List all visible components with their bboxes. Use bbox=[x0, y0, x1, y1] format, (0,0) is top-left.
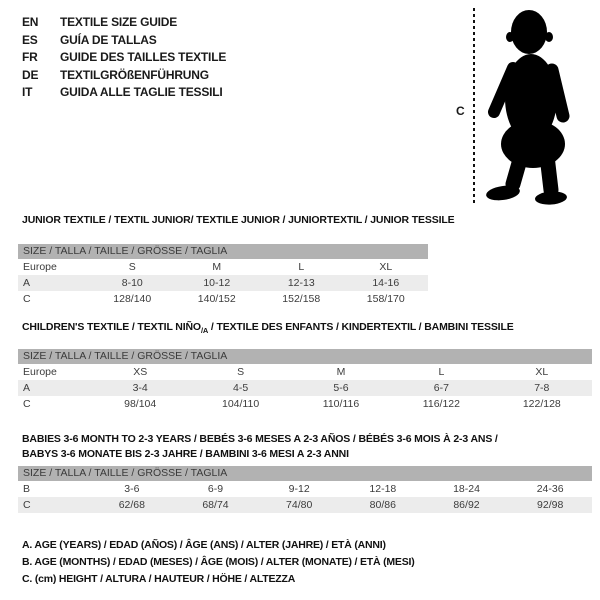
height-measure-dashed-line bbox=[473, 8, 475, 206]
table-title-line: JUNIOR TEXTILE / TEXTIL JUNIOR/ TEXTILE JUNIOR / JUNIORTEXTIL / JUNIOR TESSILE bbox=[22, 214, 455, 226]
toddler-silhouette bbox=[481, 6, 599, 206]
size-cell: 14-16 bbox=[372, 277, 400, 289]
size-cell: 116/122 bbox=[422, 398, 460, 411]
size-table-childrens-textile bbox=[18, 320, 592, 412]
size-cell: 6-7 bbox=[433, 382, 449, 395]
size-cell: XL bbox=[379, 261, 393, 273]
size-cell: S bbox=[237, 366, 245, 379]
size-cell: XS bbox=[133, 366, 148, 379]
size-cell: 92/98 bbox=[537, 499, 564, 512]
lang-row-en bbox=[22, 14, 226, 32]
lang-label: TEXTILE SIZE GUIDE bbox=[60, 15, 178, 29]
size-cell: M bbox=[336, 366, 346, 379]
size-cell: 128/140 bbox=[113, 293, 152, 305]
note-age-months: B. AGE (MONTHS) / EDAD (MESES) / ÂGE (MOIS) / ALTER (MONATE) / ETÀ (MESI) bbox=[22, 555, 415, 568]
table-row bbox=[18, 364, 592, 380]
table-row bbox=[18, 380, 592, 396]
size-cell: L bbox=[298, 261, 305, 273]
table-title-line: BABIES 3-6 MONTH TO 2-3 YEARS / BEBÉS 3-6 MESES A 2-3 AÑOS / BÉBÉS 3-6 MOIS À 2-3 ANS / bbox=[22, 433, 498, 446]
table-row bbox=[18, 497, 592, 513]
lang-row-de bbox=[22, 67, 226, 85]
note-height-cm: C. (cm) HEIGHT / ALTURA / HAUTEUR / HÖHE / ALTEZZA bbox=[22, 572, 296, 585]
size-cell: 10-12 bbox=[203, 277, 231, 289]
table-row bbox=[18, 259, 428, 275]
size-cell: 12-13 bbox=[287, 277, 315, 289]
size-cell: 86/92 bbox=[453, 499, 480, 512]
size-cell: 62/68 bbox=[118, 499, 145, 512]
table-title-line: BABYS 3-6 MONATE BIS 2-3 JAHRE / BAMBINI 3-6 MESI A 2-3 ANNI bbox=[22, 448, 349, 461]
size-cell: 98/104 bbox=[124, 398, 157, 411]
size-cell: 68/74 bbox=[202, 499, 229, 512]
size-cell: 122/128 bbox=[522, 398, 561, 411]
row-label: B bbox=[23, 483, 31, 496]
size-cell: 110/116 bbox=[322, 398, 360, 411]
size-cell: 9-12 bbox=[288, 483, 310, 496]
lang-label: GUIDA ALLE TAGLIE TESSILI bbox=[60, 85, 223, 100]
size-cell: 12-18 bbox=[369, 483, 397, 496]
table-row bbox=[18, 291, 428, 307]
size-tables bbox=[18, 213, 592, 513]
size-cell: XL bbox=[535, 366, 549, 379]
size-cell: 18-24 bbox=[453, 483, 480, 496]
lang-code: FR bbox=[22, 50, 38, 65]
lang-row-it bbox=[22, 84, 226, 102]
lang-code: DE bbox=[22, 67, 39, 82]
size-cell: 5-6 bbox=[333, 382, 349, 395]
row-label: Europe bbox=[23, 366, 57, 379]
footnotes bbox=[22, 537, 415, 587]
row-label: A bbox=[23, 382, 31, 395]
note-age-years: A. AGE (YEARS) / EDAD (AÑOS) / ÂGE (ANS) / ALTER (JAHRE) / ETÀ (ANNI) bbox=[22, 539, 386, 551]
size-cell: L bbox=[438, 366, 445, 379]
size-cell: 3-4 bbox=[132, 382, 148, 395]
table-title bbox=[18, 213, 455, 228]
row-label: C bbox=[23, 398, 31, 411]
lang-code: IT bbox=[22, 85, 33, 100]
table-row bbox=[18, 275, 428, 291]
size-table-junior-textile bbox=[18, 213, 455, 307]
height-measure-label: C bbox=[456, 104, 465, 118]
size-cell: 80/86 bbox=[369, 499, 396, 512]
size-cell: 7-8 bbox=[534, 382, 550, 395]
size-cell: 104/110 bbox=[222, 398, 260, 411]
size-table-babies-textile bbox=[18, 432, 592, 513]
lang-row-fr bbox=[22, 49, 226, 67]
size-header-bar: SIZE / TALLA / TAILLE / GRÖSSE / TAGLIA bbox=[18, 466, 592, 481]
row-label: Europe bbox=[23, 261, 57, 273]
lang-label: TEXTILGRÖßENFÜHRUNG bbox=[60, 67, 209, 82]
size-cell: 152/158 bbox=[282, 293, 321, 305]
size-cell: S bbox=[128, 261, 136, 273]
table-title-line: CHILDREN'S TEXTILE / TEXTIL $NIÑO_{/A}$ / TEXTILE DES ENFANTS / KINDERTEXTIL / BAMBINI TESSILE bbox=[22, 321, 514, 336]
size-cell: 3-6 bbox=[124, 483, 140, 496]
lang-label: GUÍA DE TALLAS bbox=[60, 32, 157, 47]
size-cell: 4-5 bbox=[233, 382, 249, 395]
language-header bbox=[22, 14, 226, 102]
size-cell: M bbox=[212, 261, 222, 273]
lang-label: GUIDE DES TAILLES TEXTILE bbox=[60, 50, 227, 65]
row-label: C bbox=[23, 293, 31, 305]
row-label: C bbox=[23, 499, 31, 512]
lang-code: EN bbox=[22, 15, 39, 29]
table-title bbox=[18, 320, 592, 338]
lang-row-es bbox=[22, 32, 226, 50]
size-cell: 24-36 bbox=[536, 483, 564, 496]
table-row bbox=[18, 396, 592, 412]
row-label: A bbox=[23, 277, 31, 289]
size-cell: 140/152 bbox=[197, 293, 236, 305]
table-row bbox=[18, 481, 592, 497]
size-header-bar: SIZE / TALLA / TAILLE / GRÖSSE / TAGLIA bbox=[18, 244, 428, 259]
size-cell: 6-9 bbox=[207, 483, 224, 496]
lang-code: ES bbox=[22, 32, 38, 47]
size-cell: 158/170 bbox=[366, 293, 405, 305]
size-header-bar: SIZE / TALLA / TAILLE / GRÖSSE / TAGLIA bbox=[18, 349, 592, 364]
size-cell: 8-10 bbox=[121, 277, 143, 289]
table-title bbox=[18, 432, 592, 462]
size-cell: 74/80 bbox=[286, 499, 313, 512]
